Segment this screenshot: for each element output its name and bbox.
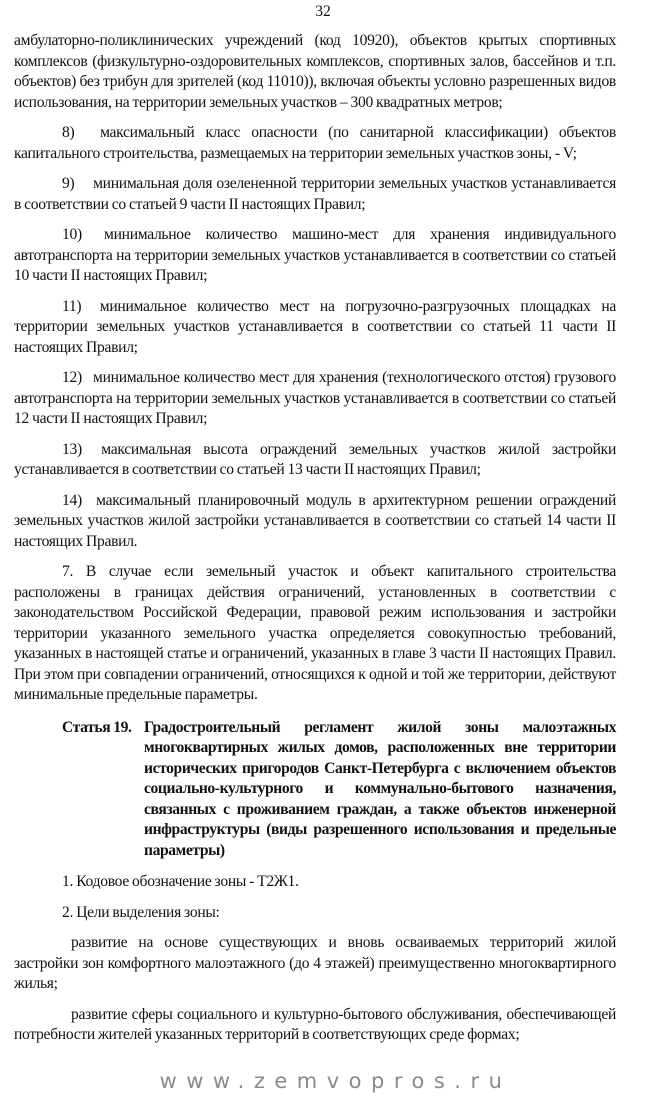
clause-7-paragraph: 7. В случае если земельный участок и объект капитального строительства расположены в границах действия ограничений, установленных в соответствии с законодательством Российской Федерации, правовой режим использования и застройки территории указанного земельного участка определяется совокупностью требований, указанных в настоящей статье и ограничений, указанных в главе 3 части II настоящих Правил. При этом при совпадении ограничений, относящихся к одной и той же территории, действуют минимальные предельные параметры. xyxy=(14,563,616,703)
document-body xyxy=(14,31,616,1046)
list-item-text: максимальная высота ограждений земельных участков жилой застройки устанавливается в соответствии со статьей 13 части II настоящих Правил; xyxy=(14,440,616,478)
list-item-8 xyxy=(14,123,616,164)
zone-goals-clause: 2. Цели выделения зоны: xyxy=(62,903,220,921)
list-item-number: 11) xyxy=(62,297,82,315)
zone-goal-item: развитие сферы социального и культурно-бытового обслуживания, обеспечивающей потребности жителей указанных территорий в соответствующих среде формах; xyxy=(14,1005,616,1043)
list-item-10 xyxy=(14,225,616,287)
list-item-number: 12) xyxy=(62,369,82,386)
zone-goal-item: развитие на основе существующих и вновь осваиваемых территорий жилой застройки зон комфортного малоэтажного (до 4 этажей) преимущественно многоквартирного жилья; xyxy=(14,934,616,992)
list-item-text: максимальный класс опасности (по санитарной классификации) объектов капитального строительства, размещаемых на территории земельных участков зоны, - V; xyxy=(14,124,616,162)
zone-code-clause: 1. Кодовое обозначение зоны - Т2Ж1. xyxy=(62,873,299,890)
list-item-number: 13) xyxy=(62,440,82,458)
list-item-13 xyxy=(14,440,616,481)
list-item-11 xyxy=(14,297,616,359)
list-item-text: минимальное количество мест на погрузочно-разгрузочных площадках на территории земельных участков устанавливается в соответствии со статьей 11 части II настоящих Правил; xyxy=(14,297,616,356)
list-item-12 xyxy=(14,368,616,430)
list-item-text: минимальная доля озелененной территории земельных участков устанавливается в соответствии со статьей 9 части II настоящих Правил; xyxy=(14,175,616,213)
article-heading xyxy=(14,718,616,862)
document-page xyxy=(14,0,616,1046)
list-item-number: 10) xyxy=(62,226,82,243)
list-item-number: 8) xyxy=(62,124,75,141)
list-item-text: максимальный планировочный модуль в архитектурном решении ограждений земельных участков жилой застройки устанавливается в соответствии со статьей 14 части II настоящих Правил. xyxy=(14,491,616,550)
article-label: Статья 19. xyxy=(62,718,132,736)
list-item-text: минимальное количество мест для хранения (технологического отстоя) грузового автотранспорта на территории земельных участков устанавливается в соответствии со статьей 12 части II настоящих Правил; xyxy=(14,369,616,427)
page-number: 32 xyxy=(315,3,331,20)
list-item-14 xyxy=(14,491,616,553)
article-title: Градостроительный регламент жилой зоны малоэтажных многоквартирных жилых домов, расположенных вне территории исторических пригородов Санкт-Петербурга с включением объектов социально-культурного и коммунально-бытового назначения, связанных с проживанием граждан, а также объектов инженерной инфраструктуры (виды разрешенного использования и предельные параметры) xyxy=(144,718,616,859)
list-item-number: 14) xyxy=(62,491,82,509)
list-item-9 xyxy=(14,174,616,215)
list-item-text: минимальное количество машино-мест для хранения индивидуального автотранспорта на территории земельных участков устанавливается в соответствии со статьей 10 части II настоящих Правил; xyxy=(14,226,616,284)
website-watermark: www.zemvopros.ru xyxy=(159,1068,512,1093)
continuation-paragraph: амбулаторно-поликлинических учреждений (код 10920), объектов крытых спортивных комплексов (физкультурно-оздоровительных комплексов, спортивных залов, бассейнов и т.п. объектов) без трибун для зрителей (код 11010)), включая объекты условно разрешенных видов использования, на территории земельных участков – 300 квадратных метров; xyxy=(14,32,616,111)
list-item-number: 9) xyxy=(62,175,75,192)
